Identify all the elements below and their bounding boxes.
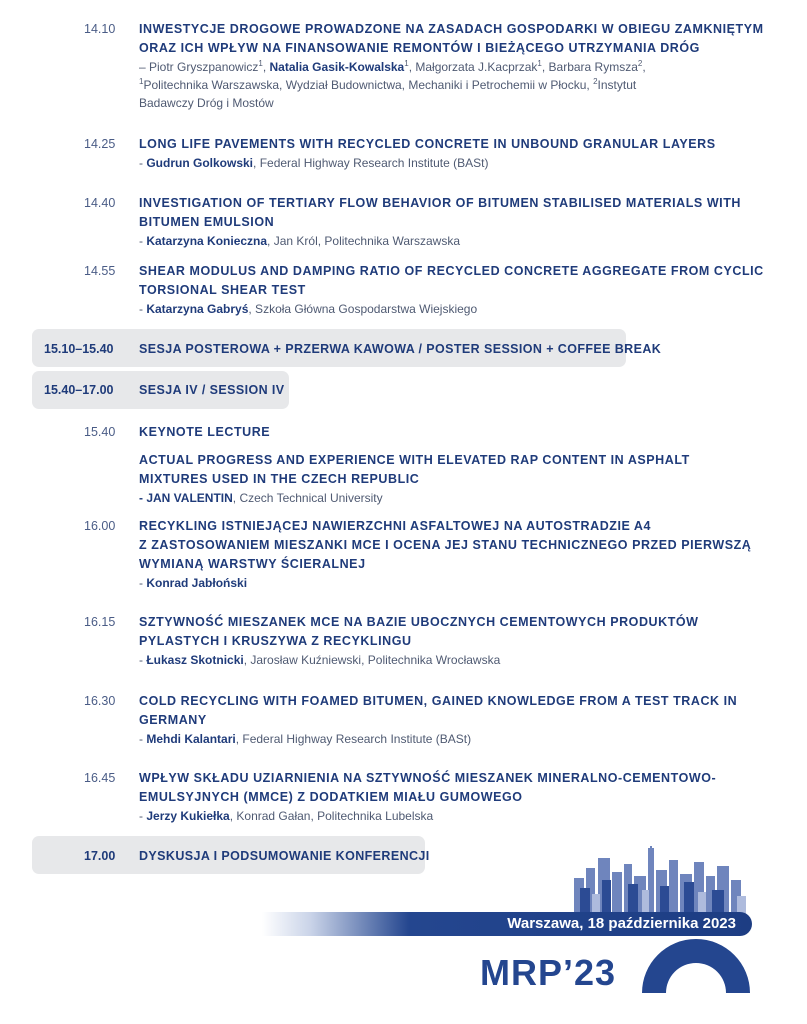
author-text: - — [139, 732, 147, 746]
author-text: Politechnika Warszawska, Wydział Budownictwa, Mechaniki i Petrochemii w Płocku, — [143, 78, 594, 92]
session-time: 17.00 — [84, 849, 116, 863]
item-time: 16.00 — [84, 519, 116, 533]
author-text: , Federal Highway Research Institute (BASt) — [253, 156, 489, 170]
author-line — [139, 58, 729, 76]
author-line — [139, 300, 729, 318]
item-title: SZTYWNOŚĆ MIESZANEK MCE NA BAZIE UBOCZNYCH CEMENTOWYCH PRODUKTÓW PYLASTYCH I KRUSZYWA Z RECYKLINGU — [139, 615, 699, 648]
item-authors — [139, 574, 729, 592]
session-time: 15.40–17.00 — [44, 383, 114, 397]
author-text: , — [642, 60, 646, 74]
author-text: Instytut — [597, 78, 637, 92]
author-text: , Konrad Gałan, Politechnika Lubelska — [229, 809, 434, 823]
item-content — [139, 135, 729, 172]
item-time: 16.45 — [84, 771, 116, 785]
item-title: INVESTIGATION OF TERTIARY FLOW BEHAVIOR OF BITUMEN STABILISED MATERIALS WITH BITUMEN EMULSION — [139, 196, 741, 229]
item-title: SHEAR MODULUS AND DAMPING RATIO OF RECYCLED CONCRETE AGGREGATE FROM CYCLIC TORSIONAL SHEAR TEST — [139, 264, 764, 297]
author-text: - — [139, 809, 147, 823]
author-text: , Jan Król, Politechnika Warszawska — [267, 234, 461, 248]
session-time: 15.10–15.40 — [44, 342, 114, 356]
arch-logo-icon — [640, 938, 752, 994]
item-title: INWESTYCJE DROGOWE PROWADZONE NA ZASADACH GOSPODARKI W OBIEGU ZAMKNIĘTYM ORAZ ICH WPŁYW NA FINANSOWANIE REMONTÓW I BIEŻĄCEGO UTRZYMANIA DRÓG — [139, 22, 764, 55]
item-authors — [139, 300, 729, 318]
item-content — [139, 613, 729, 669]
author-line — [139, 94, 729, 112]
author-text: , Jarosław Kuźniewski, Politechnika Wrocławska — [243, 653, 501, 667]
item-time: 14.25 — [84, 137, 116, 151]
author-text: , Szkoła Główna Gospodarstwa Wiejskiego — [248, 302, 478, 316]
item-title: KEYNOTE LECTURE — [139, 425, 271, 439]
author-text: , Federal Highway Research Institute (BASt) — [235, 732, 472, 746]
item-content — [139, 769, 729, 825]
item-authors — [139, 232, 729, 250]
item-time: 15.40 — [84, 425, 116, 439]
author-line — [139, 651, 729, 669]
item-time: 16.15 — [84, 615, 116, 629]
author-line — [139, 807, 729, 825]
presenter-name: Natalia Gasik-Kowalska — [269, 60, 405, 74]
author-text: , Barbara Rymsza — [541, 60, 638, 74]
author-line — [139, 730, 729, 748]
item-content — [139, 692, 738, 748]
author-line — [139, 489, 729, 507]
author-line — [139, 232, 729, 250]
item-authors — [139, 154, 729, 172]
session-label: DYSKUSJA I PODSUMOWANIE KONFERENCJI — [139, 849, 430, 863]
item-time: 14.40 — [84, 196, 116, 210]
author-text: – Piotr Gryszpanowicz — [139, 60, 259, 74]
author-text: , Czech Technical University — [232, 491, 383, 505]
item-time: 14.55 — [84, 264, 116, 278]
item-authors — [139, 730, 729, 748]
author-line — [139, 574, 729, 592]
item-content — [139, 423, 729, 442]
affiliation-mark: 2 — [593, 77, 598, 86]
affiliation-mark: 1 — [404, 59, 409, 68]
author-line — [139, 154, 729, 172]
item-title: WPŁYW SKŁADU UZIARNIENIA NA SZTYWNOŚĆ MIESZANEK MINERALNO-CEMENTOWO- EMULSYJNYCH (MMCE) Z DODATKIEM MIAŁU GUMOWEGO — [139, 771, 717, 804]
item-title: RECYKLING ISTNIEJĄCEJ NAWIERZCHNI ASFALTOWEJ NA AUTOSTRADZIE A4 Z ZASTOSOWANIEM MIESZANKI MCE I OCENA JEJ STANU TECHNICZNEGO PRZED PIERWSZĄ WYMIANĄ WARSTWY ŚCIERALNEJ — [139, 519, 752, 571]
item-title: ACTUAL PROGRESS AND EXPERIENCE WITH ELEVATED RAP CONTENT IN ASPHALT MIXTURES USED IN THE CZECH REPUBLIC — [139, 453, 690, 486]
affiliation-mark: 2 — [637, 59, 643, 68]
presenter-name: Jerzy Kukiełka — [146, 809, 230, 823]
presenter-name: Katarzyna Konieczna — [146, 234, 268, 248]
item-authors — [139, 58, 729, 112]
author-text: - — [139, 234, 147, 248]
item-authors — [139, 489, 729, 507]
banner-text: Warszawa, 18 października 2023 — [507, 915, 736, 932]
item-authors — [139, 807, 729, 825]
presenter-name: Mehdi Kalantari — [146, 732, 236, 746]
author-text: - — [139, 576, 147, 590]
session-label: SESJA POSTEROWA + PRZERWA KAWOWA / POSTER SESSION + COFFEE BREAK — [139, 342, 662, 356]
author-text: - — [139, 302, 147, 316]
author-text: , Małgorzata J.Kacprzak — [408, 60, 538, 74]
affiliation-mark: 1 — [139, 77, 144, 86]
session-label: SESJA IV / SESSION IV — [139, 383, 285, 397]
city-skyline-illustration — [572, 846, 752, 914]
item-time: 14.10 — [84, 22, 116, 36]
affiliation-mark: 1 — [537, 59, 542, 68]
presenter-name: Konrad Jabłoński — [146, 576, 248, 590]
date-banner — [262, 912, 752, 936]
presenter-name: Katarzyna Gabryś — [146, 302, 249, 316]
item-content — [139, 451, 729, 507]
presenter-name: Łukasz Skotnicki — [146, 653, 244, 667]
item-time: 16.30 — [84, 694, 116, 708]
author-text: - — [139, 156, 147, 170]
presenter-name: Gudrun Golkowski — [146, 156, 254, 170]
item-content — [139, 262, 764, 318]
author-text: , — [262, 60, 270, 74]
author-text: - — [139, 653, 147, 667]
item-content — [139, 517, 752, 592]
conference-logo: MRP’23 — [480, 952, 617, 993]
item-content — [139, 20, 764, 112]
affiliation-mark: 1 — [258, 59, 263, 68]
author-text: Badawczy Dróg i Mostów — [139, 96, 274, 110]
item-content — [139, 194, 741, 250]
item-authors — [139, 651, 729, 669]
presenter-name: - JAN VALENTIN — [139, 491, 233, 505]
item-title: COLD RECYCLING WITH FOAMED BITUMEN, GAINED KNOWLEDGE FROM A TEST TRACK IN GERMANY — [139, 694, 738, 727]
author-line — [139, 76, 729, 94]
item-title: LONG LIFE PAVEMENTS WITH RECYCLED CONCRETE IN UNBOUND GRANULAR LAYERS — [139, 137, 716, 151]
